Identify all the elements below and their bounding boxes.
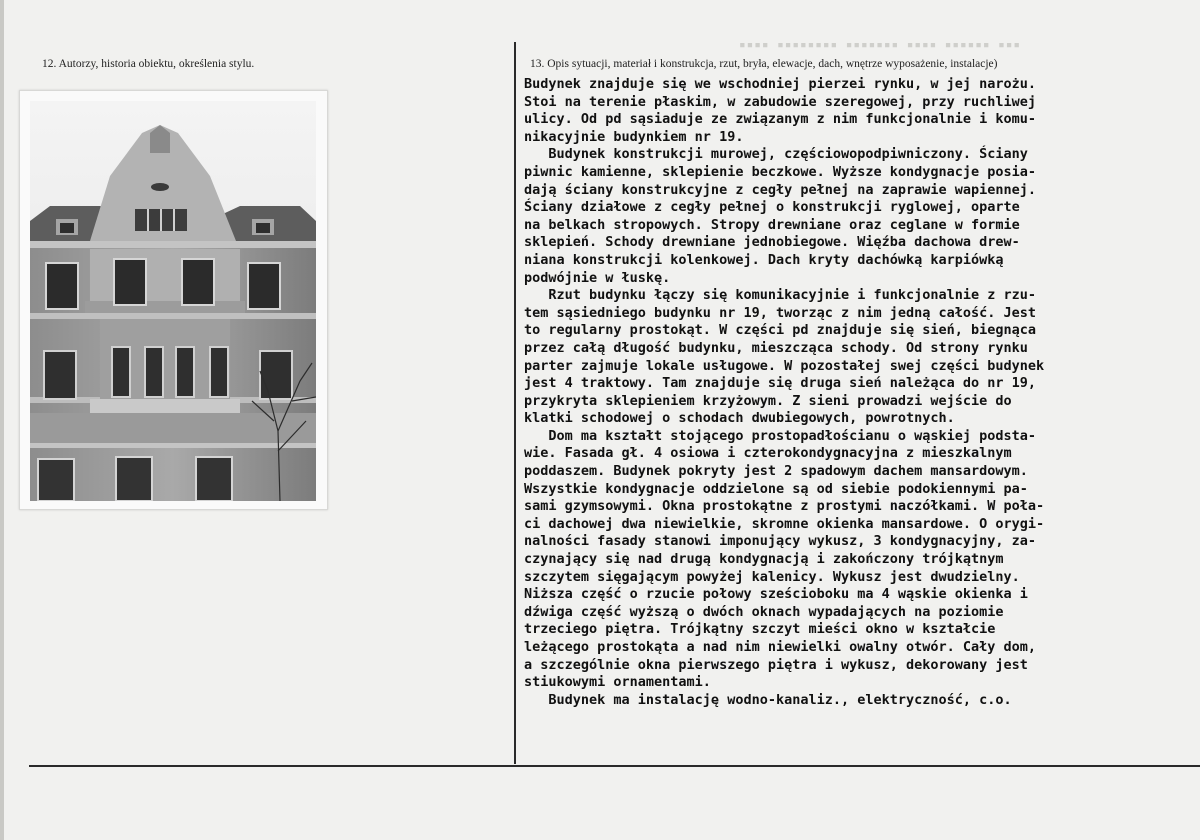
text-line: tem sąsiedniego budynku nr 19, tworząc z nim jedną całość. Jest (524, 304, 1037, 321)
text-line: podwójnie w łuskę. (524, 269, 671, 286)
text-line: parter zajmuje lokale usługowe. W pozostałej swej części budynek (524, 357, 1045, 374)
text-line: przykryta sklepieniem krzyżowym. Z sieni prowadzi wejście do (524, 392, 1012, 409)
description-text (524, 76, 1196, 709)
text-line: szczytem sięgającym powyżej kalenicy. Wykusz jest dwudzielny. (524, 568, 1020, 585)
text-line: Budynek znajduje się we wschodniej pierzei rynku, w jej narożu. (524, 76, 1037, 92)
facade-drawing (30, 101, 316, 501)
text-line: Wszystkie kondygnacje oddzielone są od siebie podokiennymi pa- (524, 480, 1028, 497)
column-divider (514, 42, 516, 764)
faint-bleed-through-stamp: ▪▪▪▪ ▪▪▪▪▪▪▪▪ ▪▪▪▪▪▪▪ ▪▪▪▪ ▪▪▪▪▪▪ ▪▪▪ (739, 38, 1022, 51)
section-13-label: 13. Opis sytuacji, materiał i konstrukcja, rzut, bryła, elewacje, dach, wnętrze wyposażenie, instalacje) (530, 58, 998, 70)
text-line: ci dachowej dwa niewielkie, skromne okienka mansardowe. O orygi- (524, 515, 1045, 532)
text-line: ulicy. Od pd sąsiaduje ze związanym z nim funkcjonalnie i komu- (524, 111, 1037, 128)
text-line: nalności fasady stanowi imponujący wykusz, 3 kondygnacyjny, za- (524, 533, 1037, 550)
text-line: przez całą długość budynku, mieszcząca schody. Od strony rynku (524, 339, 1028, 356)
text-line: to regularny prostokąt. W części pd znajduje się sień, biegnąca (524, 322, 1037, 339)
text-line: nikacyjnie budynkiem nr 19. (524, 128, 744, 145)
bottom-rule (29, 765, 1200, 767)
text-line: Budynek ma instalację wodno-kanaliz., elektryczność, c.o. (524, 691, 1012, 708)
text-line: Rzut budynku łączy się komunikacyjnie i funkcjonalnie z rzu- (524, 287, 1037, 304)
text-line: sami gzymsowymi. Okna prostokątne z prostymi naczółkami. W poła- (524, 498, 1045, 515)
text-line: poddaszem. Budynek pokryty jest 2 spadowym dachem mansardowym. (524, 463, 1028, 480)
text-line: czynający się nad drugą kondygnacją i zakończony trójkątnym (524, 551, 1004, 568)
text-line: Ściany działowe z cegły pełnej o konstrukcji ryglowej, oparte (524, 199, 1020, 216)
text-line: sklepień. Schody drewniane jednobiegowe. Więźba dachowa drew- (524, 234, 1020, 251)
text-line: klatki schodowej o schodach dwubiegowych, powrotnych. (524, 410, 955, 427)
text-line: piwnic kamienne, sklepienie beczkowe. Wyższe kondygnacje posia- (524, 163, 1037, 180)
text-line: Dom ma kształt stojącego prostopadłościanu o wąskiej podsta- (524, 427, 1037, 444)
building-facade-photo (30, 101, 316, 501)
text-line: Budynek konstrukcji murowej, częściowopodpiwniczony. Ściany (524, 146, 1028, 163)
photo-print (19, 90, 328, 510)
text-line: dają ściany konstrukcyjne z cegły pełnej na zaprawie wapiennej. (524, 181, 1037, 198)
text-line: leżącego prostokąta a nad nim niewielki owalny otwór. Cały dom, (524, 639, 1037, 655)
text-line: na belkach stropowych. Stropy drewniane oraz ceglane w formie (524, 216, 1020, 233)
text-line: jest 4 traktowy. Tam znajduje się druga sień należąca do nr 19, (524, 375, 1037, 392)
text-line: dźwiga część wyższą o dwóch oknach wypadających na poziomie (524, 603, 1004, 620)
section-12-label: 12. Autorzy, historia obiektu, określenia stylu. (42, 58, 255, 70)
text-line: Niższa część o rzucie połowy sześcioboku ma 4 wąskie okienka i (524, 586, 1028, 603)
text-line: trzeciego piętra. Trójkątny szczyt mieści okno w kształcie (524, 621, 996, 638)
text-line: wie. Fasada gł. 4 osiowa i czterokondygnacyjna z mieszkalnym (524, 445, 1012, 462)
text-line: niana konstrukcji kolenkowej. Dach kryty dachówką karpiówką (524, 251, 1004, 268)
text-line: a szczególnie okna pierwszego piętra i wykusz, dekorowany jest (524, 656, 1028, 673)
text-line: stiukowymi ornamentami. (524, 674, 711, 691)
text-line: Stoi na terenie płaskim, w zabudowie szeregowej, przy ruchliwej (524, 93, 1037, 110)
